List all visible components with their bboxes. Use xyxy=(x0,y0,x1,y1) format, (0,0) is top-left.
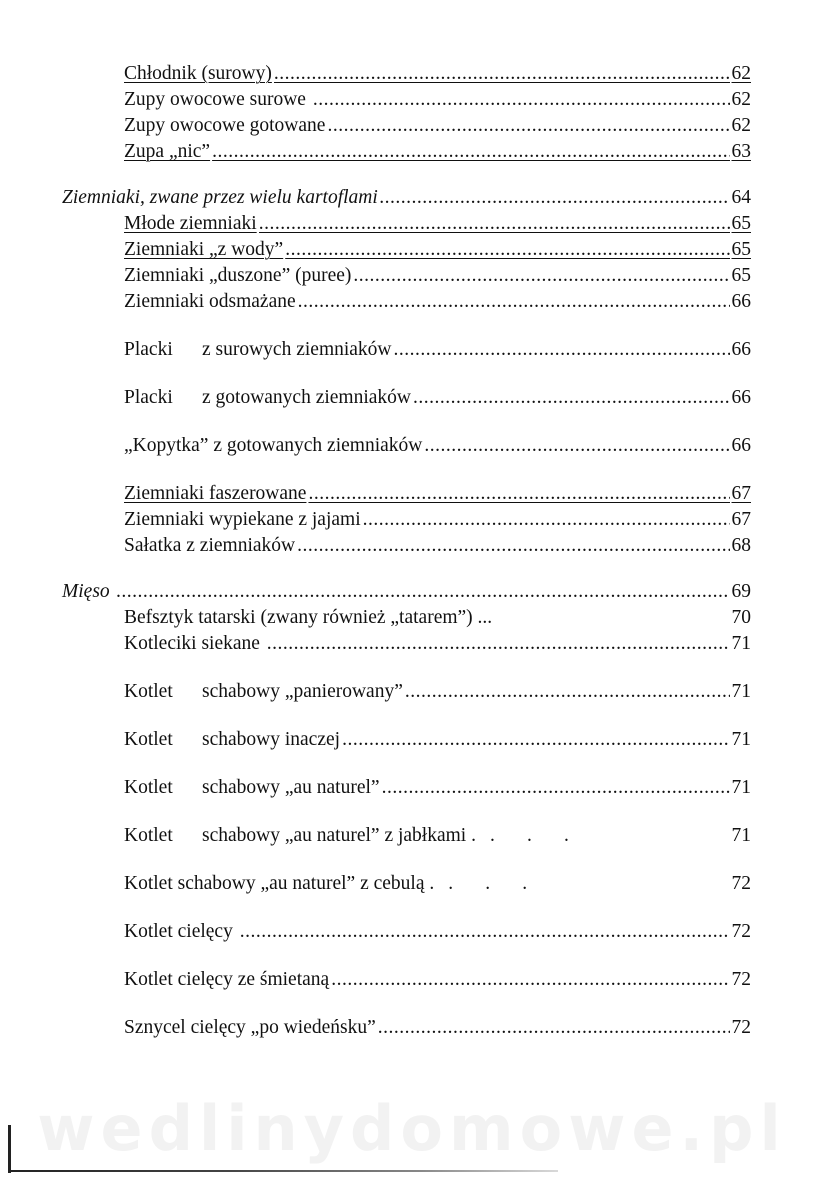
toc-entry-title: Kotlet schabowy „au naturel” xyxy=(124,777,380,798)
toc-entry xyxy=(124,88,751,112)
toc-page-number: 62 xyxy=(731,63,751,84)
toc-page-number: 66 xyxy=(731,387,751,408)
toc-page-number: 72 xyxy=(731,1017,751,1038)
dot-leader xyxy=(363,508,730,532)
toc-section-heading xyxy=(62,580,751,604)
toc-page-number: 67 xyxy=(731,509,751,530)
dot-leader xyxy=(212,140,729,164)
toc-page-number: 71 xyxy=(731,633,751,654)
toc-entry xyxy=(124,824,751,848)
toc-entry-title: Mięso xyxy=(62,581,115,602)
toc-entry xyxy=(124,238,751,262)
toc-page-number: 71 xyxy=(731,729,751,750)
toc-entry xyxy=(124,534,751,558)
toc-page-number: 71 xyxy=(731,681,751,702)
toc-entry-title: Placki z gotowanych ziemniaków xyxy=(124,387,412,408)
toc-entry-title: Ziemniaki „z wody” xyxy=(124,239,284,260)
toc-entry xyxy=(124,290,751,314)
toc-page-number: 66 xyxy=(731,435,751,456)
toc-entry-title: Placki z surowych ziemniaków xyxy=(124,339,392,360)
toc-page-number: 70 xyxy=(731,607,751,628)
toc-entry-title: Kotlet schabowy „panierowany” xyxy=(124,681,403,702)
toc-entry xyxy=(124,434,751,458)
toc-entry-title: Kotlet schabowy „au naturel” z cebulą . xyxy=(124,873,435,894)
dot-leader: . . . xyxy=(448,873,528,894)
dot-leader xyxy=(380,186,730,210)
toc-entry-title: „Kopytka” z gotowanych ziemniaków xyxy=(124,435,423,456)
dot-leader xyxy=(331,968,729,992)
toc-entry xyxy=(124,920,751,944)
toc-page-number: 72 xyxy=(731,873,751,894)
toc-entry-title: Sałatka z ziemniaków xyxy=(124,535,296,556)
toc-entry xyxy=(124,386,751,410)
toc-page-number: 63 xyxy=(731,141,751,162)
dot-leader xyxy=(378,1016,730,1040)
toc-page-number: 67 xyxy=(731,483,751,504)
toc-page-number: 71 xyxy=(731,777,751,798)
dot-leader xyxy=(240,920,730,944)
toc-entry xyxy=(124,114,751,138)
dot-leader xyxy=(298,290,730,314)
toc-entry-title: Zupy owocowe gotowane xyxy=(124,115,326,136)
toc-entry-title: Ziemniaki „duszone” (puree) xyxy=(124,265,352,286)
toc-entry xyxy=(124,872,751,896)
toc-page-number: 72 xyxy=(731,921,751,942)
scan-edge-vertical xyxy=(8,1125,11,1173)
toc-entry xyxy=(124,62,751,86)
toc-page-number: 72 xyxy=(731,969,751,990)
toc-entry xyxy=(124,508,751,532)
toc-entry xyxy=(124,338,751,362)
toc-entry xyxy=(124,728,751,752)
toc-page-number: 65 xyxy=(731,239,751,260)
dot-leader xyxy=(267,632,730,656)
toc-entry xyxy=(124,680,751,704)
dot-leader xyxy=(413,386,729,410)
toc-entry-title: Zupy owocowe surowe xyxy=(124,89,311,110)
dot-leader xyxy=(297,534,729,558)
toc-entry-title: Ziemniaki wypiekane z jajami xyxy=(124,509,361,530)
toc-entry xyxy=(124,212,751,236)
toc-page-number: 64 xyxy=(731,187,751,208)
toc-entry xyxy=(124,1016,751,1040)
toc-page-number: 62 xyxy=(731,115,751,136)
toc-entry-title: Zupa „nic” xyxy=(124,141,211,162)
toc-entry xyxy=(124,482,751,506)
dot-leader xyxy=(405,680,730,704)
toc-page-number: 69 xyxy=(731,581,751,602)
scan-edge-horizontal xyxy=(8,1170,558,1172)
dot-leader xyxy=(327,114,729,138)
dot-leader xyxy=(308,482,729,506)
toc-section-heading xyxy=(62,186,751,210)
toc-entry-title: Kotlet cielęcy xyxy=(124,921,238,942)
toc-entry-title: Kotleciki siekane xyxy=(124,633,265,654)
toc-entry-title: Ziemniaki faszerowane xyxy=(124,483,307,504)
toc-page-number: 66 xyxy=(731,339,751,360)
toc-entry-title: Ziemniaki, zwane przez wielu kartoflami xyxy=(62,187,378,208)
toc-entry xyxy=(124,606,751,630)
toc-entry xyxy=(124,776,751,800)
dot-leader xyxy=(342,728,729,752)
dot-leader xyxy=(382,776,730,800)
dot-leader xyxy=(424,434,729,458)
toc-entry xyxy=(124,968,751,992)
toc-entry-title: Chłodnik (surowy) xyxy=(124,63,272,84)
toc-entry-title: Ziemniaki odsmażane xyxy=(124,291,296,312)
toc-entry xyxy=(124,264,751,288)
dot-leader xyxy=(353,264,729,288)
toc-entry-title: Kotlet schabowy inaczej xyxy=(124,729,341,750)
watermark: wedlinydomowe.pl xyxy=(37,1092,787,1165)
toc-entry xyxy=(124,632,751,656)
toc-entry-title: Sznycel cielęcy „po wiedeńsku” xyxy=(124,1017,376,1038)
toc-entry-title: Kotlet cielęcy ze śmietaną xyxy=(124,969,330,990)
toc-page-number: 65 xyxy=(731,265,751,286)
dot-leader xyxy=(117,580,730,604)
dot-leader xyxy=(285,238,729,262)
toc-page-number: 62 xyxy=(731,89,751,110)
toc-entry-title: Kotlet schabowy „au naturel” z jabłkami . xyxy=(124,825,476,846)
toc-entry-title: Befsztyk tatarski (zwany również „tatarem”) ... xyxy=(124,607,493,628)
toc-entry-title: Młode ziemniaki xyxy=(124,213,257,234)
toc-page-number: 66 xyxy=(731,291,751,312)
dot-leader xyxy=(274,62,730,86)
dot-leader xyxy=(259,212,730,236)
toc-page-number: 68 xyxy=(731,535,751,556)
toc-entry xyxy=(124,140,751,164)
toc-page-number: 71 xyxy=(731,825,751,846)
dot-leader xyxy=(313,88,730,112)
toc-page-number: 65 xyxy=(731,213,751,234)
dot-leader: . . . xyxy=(489,825,569,846)
dot-leader xyxy=(394,338,730,362)
